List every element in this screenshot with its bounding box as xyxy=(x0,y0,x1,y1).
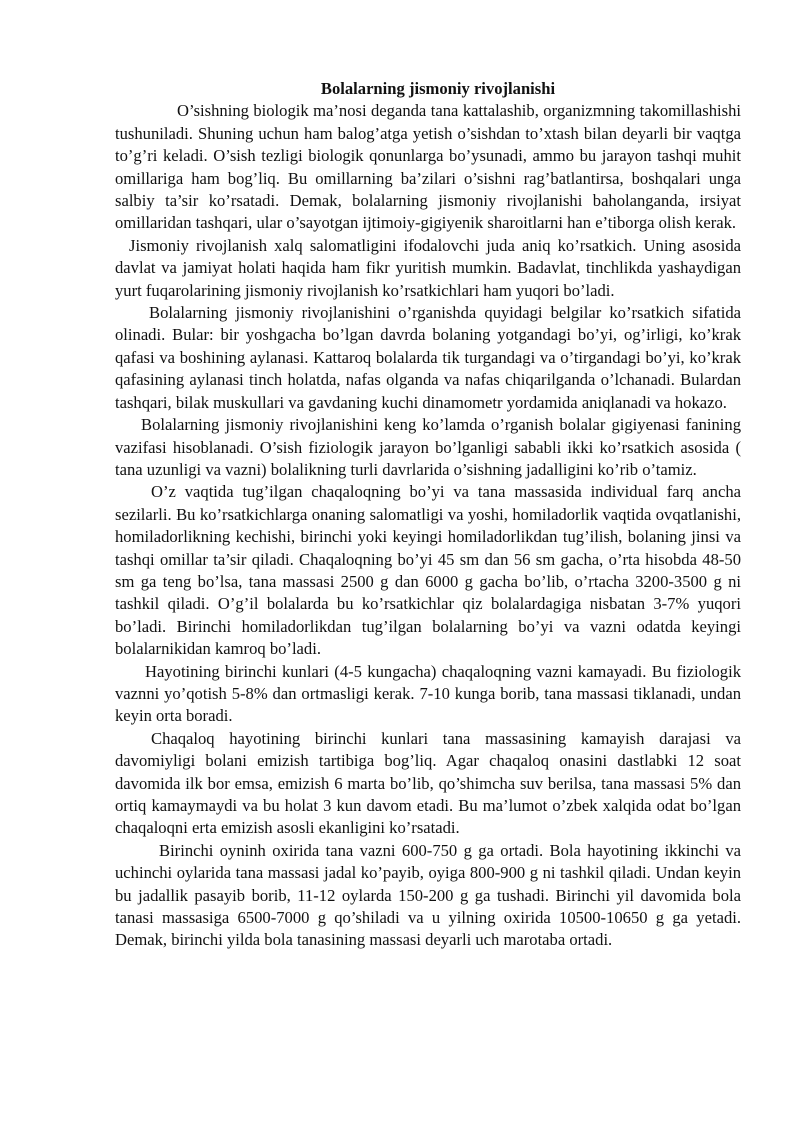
paragraph-hygiene-science: Bolalarning jismoniy rivojlanishini keng ko’lamda o’rganish bolalar gigiyenasi fanining vazifasi hisoblanadi. O’sish fiziologik jarayon bo’lganligi sababli ikki ko’rsatkich asosida ( tana uzunligi va vazni) bolalikning turli davrlarida o’sishning jadalligini ko’rib o’tamiz. xyxy=(115,415,741,479)
paragraph-newborn-size: O’z vaqtida tug’ilgan chaqaloqning bo’yi va tana massasida individual farq ancha sezilarli. Bu ko’rsatkichlarga onaning salomatligi va yoshi, homiladorlik vaqtida ovqatlanishi, homiladorlikning kechishi, birinchi yoki keyingi homiladorlikdan tug’ilish, bolaning jinsi va tashqi omillar ta’sir qiladi. Chaqaloqning bo’yi 45 sm dan 56 sm gacha, o’rta hisobda 48-50 sm ga teng bo’lsa, tana massasi 2500 g dan 6000 g gacha bo’lib, o’rtacha 3200-3500 g ni tashkil qiladi. O’g’il bolalarda bu ko’rsatkichlar qiz bolalardagiga nisbatan 3-7% yuqori bo’ladi. Birinchi homiladorlikdan tug’ilgan bolalarning bo’yi va vazni odatda keyingi bolalarnikidan kamroq bo’ladi. xyxy=(115,482,741,659)
paragraph-first-year-growth: Birinchi oyninh oxirida tana vazni 600-750 g ga ortadi. Bola hayotining ikkinchi va uchinchi oylarida tana massasi jadal ko’payib, oyiga 800-900 g ni tashkil qiladi. Undan keyin bu jadallik pasayib borib, 11-12 oylarda 150-200 g ga tushadi. Birinchi yil davomida bola tanasi massasiga 6500-7000 g qo’shiladi va u yilning oxirida 10500-10650 g ga yetadi. Demak, birinchi yilda bola tanasining massasi deyarli uch marotaba ortadi. xyxy=(115,840,741,950)
document-title: Bolalarning jismoniy rivojlanishi xyxy=(320,79,556,98)
paragraph-growth-meaning: O’sishning biologik ma’nosi deganda tana kattalashib, organizmning takomillashishi tushuniladi. Shuning uchun ham balog’atga yetish o’sishdan to’xtash bilan deyarli bir vaqtga to’g’ri keladi. O’sish tezligi biologik qonunlarga bo’ysunadi, ammo bu jarayon tashqi muhit omillariga ham bog’liq. Bu omillarning ba’zilari o’sishni rag’batlantirsa, boshqalari unga salbiy ta’sir ko’rsatadi. Demak, bolalarning jismoniy rivojlanishi baholanganda, irsiyat omillaridan tashqari, ular o’sayotgan ijtimoiy-gigiyenik sharoitlarni han e’tiborga olish kerak. xyxy=(115,101,741,233)
paragraph-feeding-schedule: Chaqaloq hayotining birinchi kunlari tana massasining kamayish darajasi va davomiyligi bolani emizish tartibiga bog’liq. Agar chaqaloq onasini dastlabki 12 soat davomida ilk bor emsa, emizish 6 marta bo’lib, qo’shimcha suv berilsa, tana massasi 5% dan ortiq kamaymaydi va bu holat 3 kun davom etadi. Bu ma’lumot o’zbek xalqida odat bo’lgan chaqaloqni erta emizish asosli ekanligini ko’rsatadi. xyxy=(115,728,741,838)
paragraph-health-indicator: Jismoniy rivojlanish xalq salomatligini ifodalovchi juda aniq ko’rsatkich. Uning asosida davlat va jamiyat holati haqida ham fikr yuritish mumkin. Badavlat, tinchlikda yashaydigan yurt fuqarolarining jismoniy rivojlanish ko’rsatkichlari ham yuqori bo’ladi. xyxy=(115,235,741,300)
paragraph-first-days-weight: Hayotining birinchi kunlari (4-5 kungacha) chaqaloqning vazni kamayadi. Bu fiziologik vaznni yo’qotish 5-8% dan ortmasligi kerak. 7-10 kunga borib, tana massasi tiklanadi, undan keyin orta boradi. xyxy=(115,661,741,726)
paragraph-measurement-signs: Bolalarning jismoniy rivojlanishini o’rganishda quyidagi belgilar ko’rsatkich sifatida olinadi. Bular: bir yoshgacha bo’lgan davrda bolaning yotgandagi bo’yi, og’irligi, ko’krak qafasi va boshining aylanasi. Kattaroq bolalarda tik turgandagi va o’tirgandagi bo’yi, ko’krak qafasining aylanasi tinch holatda, nafas olganda va nafas chiqarilganda o’lchanadi. Bulardan tashqari, bilak muskullari va gavdaning kuchi dinamometr yordamida aniqlanadi va hokazo. xyxy=(115,303,741,412)
document-page xyxy=(115,78,741,952)
